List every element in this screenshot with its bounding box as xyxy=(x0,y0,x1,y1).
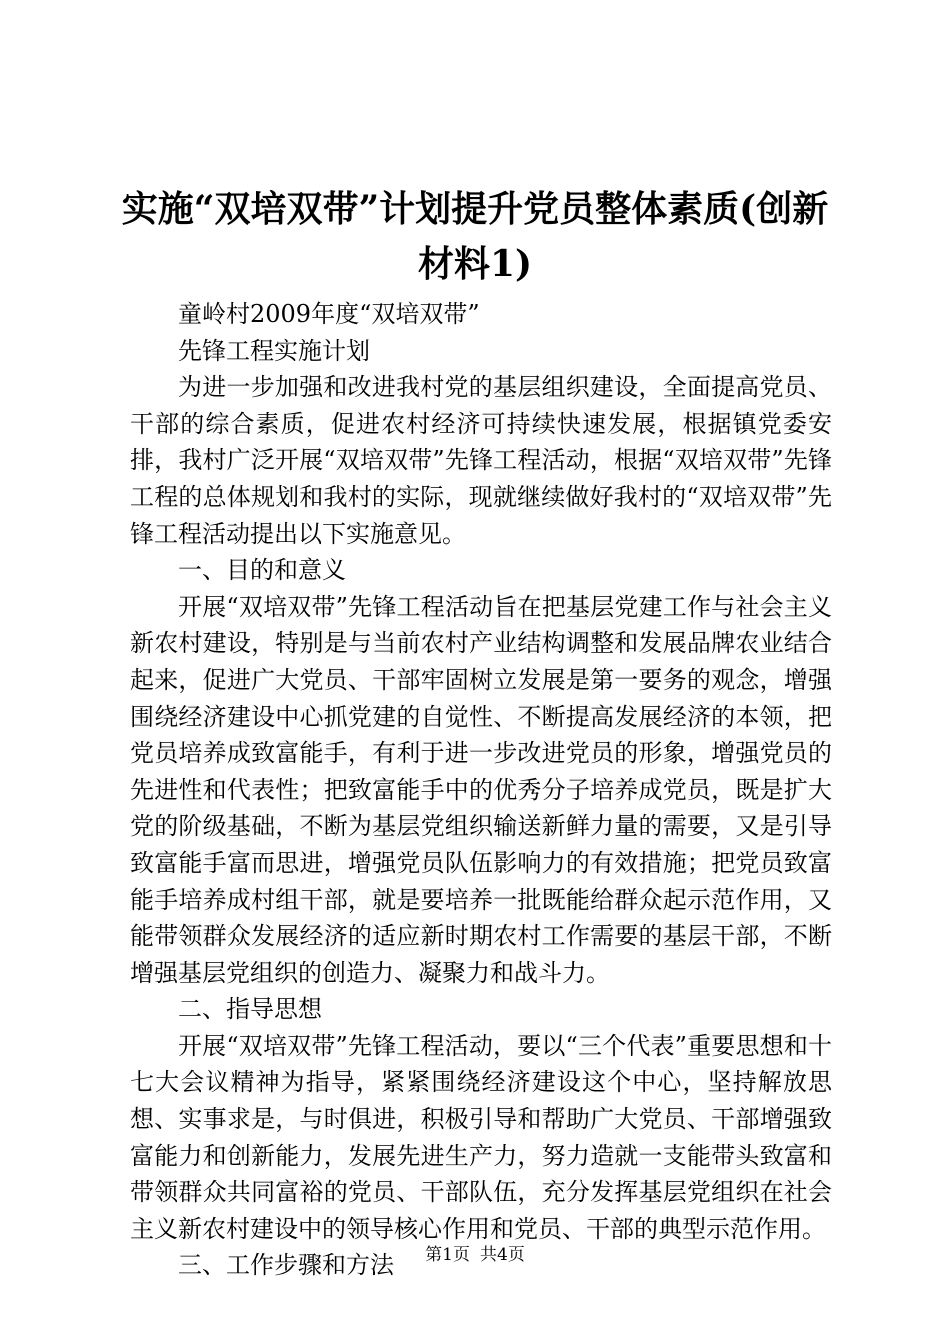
section-1-paragraph: 开展“双培双带”先锋工程活动旨在把基层党建工作与社会主义新农村建设，特别是与当前农村产业结构调整和发展品牌农业结合起来，促进广大党员、干部牢固树立发展是第一要务的观念，增强围绕经济建设中心抓党建的自觉性、不断提高发展经济的本领，把党员培养成致富能手，有利于进一步改进党员的形象，增强党员的先进性和代表性；把致富能手中的优秀分子培养成党员，既是扩大党的阶级基础，不断为基层党组织输送新鲜力量的需要，又是引导致富能手富而思进，增强党员队伍影响力的有效措施；把党员致富能手培养成村组干部，就是要培养一批既能给群众起示范作用，又能带领群众发展经济的适应新时期农村工作需要的基层干部，不断增强基层党组织的创造力、凝聚力和战斗力。 xyxy=(130,592,832,987)
intro-paragraph: 为进一步加强和改进我村党的基层组织建设，全面提高党员、干部的综合素质，促进农村经济可持续快速发展，根据镇党委安排，我村广泛开展“双培双带”先锋工程活动，根据“双培双带”先锋工程的总体规划和我村的实际，现就继续做好我村的“双培双带”先锋工程活动提出以下实施意见。 xyxy=(130,373,832,548)
subtitle-line-2: 先锋工程实施计划 xyxy=(178,336,370,365)
page-number: 第1页 xyxy=(425,1245,470,1265)
section-heading-1: 一、目的和意义 xyxy=(178,556,346,585)
section-heading-2: 二、指导思想 xyxy=(178,995,322,1024)
section-2-paragraph: 开展“双培双带”先锋工程活动，要以“三个代表”重要思想和十七大会议精神为指导，紧紧围绕经济建设这个中心，坚持解放思想、实事求是，与时俱进，积极引导和帮助广大党员、干部增强致富能力和创新能力，发展先进生产力，努力造就一支能带头致富和带领群众共同富裕的党员、干部队伍，充分发挥基层党组织在社会主义新农村建设中的领导核心作用和党员、干部的典型示范作用。 xyxy=(130,1031,832,1243)
page-footer xyxy=(0,1244,950,1266)
section-heading-3: 三、工作步骤和方法 xyxy=(178,1251,394,1280)
subtitle-line-1: 童岭村2009年度“双培双带” xyxy=(178,300,480,328)
document-title: 实施“双培双带”计划提升党员整体素质(创新材料1) xyxy=(121,188,829,285)
page-total: 共4页 xyxy=(480,1245,525,1265)
document-body xyxy=(130,296,832,1284)
